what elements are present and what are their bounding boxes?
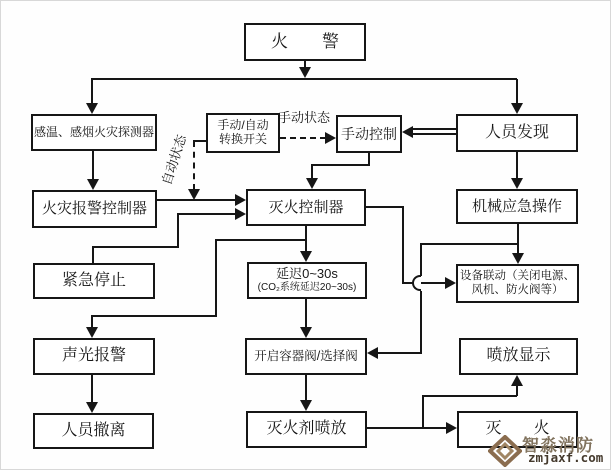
edge-ext-to-alarm-arrow (86, 327, 98, 338)
node-detector (31, 114, 157, 151)
edge-release-to-display-arrow (511, 375, 523, 386)
edge-crossover-jump (412, 275, 421, 291)
node-open-valve-label: 开启容器阀/选择阀 (254, 349, 358, 364)
edge-stop-to-ext-seg1 (92, 246, 94, 264)
edge-detector-to-controller (92, 151, 94, 181)
edge-controller-to-extcontroller-arrow (235, 194, 246, 206)
node-evacuation-label: 人员撤离 (61, 421, 126, 439)
edge-mech-to-linkage-arrow (512, 253, 524, 264)
edge-mech-to-linkage (517, 223, 519, 254)
edge-stop-to-ext-seg4 (177, 213, 236, 215)
edge-release-to-fireout (367, 427, 447, 429)
edge-valve-to-release (305, 375, 307, 401)
node-ext-controller (246, 189, 366, 226)
edge-ext-to-alarm-seg1 (215, 239, 306, 241)
node-delay-line1: 延迟0~30s (276, 266, 338, 282)
edge-stop-to-ext-seg3 (177, 213, 179, 248)
node-emergency-stop-label: 紧急停止 (61, 271, 126, 289)
node-manual-control (336, 115, 402, 153)
edge-mech-to-valve-seg4 (377, 352, 422, 354)
edge-mech-to-valve-seg2 (420, 243, 422, 276)
node-evacuation (33, 413, 154, 449)
edge-release-to-display-seg2 (422, 395, 517, 397)
edge-switch-manual-arrow (325, 132, 336, 144)
edge-bus-to-personnel (516, 79, 518, 105)
watermark-logo-icon (488, 435, 522, 467)
edge-personnel-to-mech-arrow (511, 178, 523, 189)
watermark-domain: zmjaxf.com (528, 450, 604, 465)
node-equipment-linkage-line1: 设备联动（关闭电源、 (460, 270, 575, 283)
edge-release-to-display-seg1 (422, 395, 424, 428)
edge-top-bus (91, 78, 517, 80)
edge-release-to-display-seg3 (516, 385, 518, 396)
edge-bus-to-detector (91, 79, 93, 105)
node-fire-extinguished-label: 灭 火 (485, 420, 550, 438)
edge-release-to-fireout-arrow (446, 422, 457, 434)
edge-bus-to-detector-arrow (86, 103, 98, 114)
node-switch (206, 113, 280, 153)
node-sound-light-alarm (33, 338, 155, 375)
node-switch-line2: 转换开关 (218, 132, 267, 146)
edge-manual-to-ext-arrow (306, 178, 318, 189)
edge-firealarm-arrow (299, 67, 311, 78)
edge-personnel-to-manual-2 (411, 133, 457, 135)
edge-mech-to-valve-arrow (367, 347, 378, 359)
edge-detector-to-controller-arrow (87, 179, 99, 190)
edge-switch-auto-stub (193, 140, 207, 142)
node-delay-line2: (CO₂系统延迟20~30s) (257, 282, 357, 294)
label-manual-state: 手动状态 (278, 110, 331, 125)
edge-bus-to-personnel-arrow (511, 103, 523, 114)
node-agent-release-label: 灭火剂喷放 (266, 420, 347, 438)
node-fire-alarm-label: 火 警 (271, 32, 339, 52)
edge-valve-to-release-arrow (300, 400, 312, 411)
edge-alarm-to-evacuation-arrow (86, 402, 98, 413)
node-fire-alarm-controller (32, 190, 157, 228)
edge-ext-to-linkage-seg2 (402, 206, 404, 284)
node-equipment-linkage-line2: 风机、防火阀等） (471, 283, 564, 296)
node-manual-control-label: 手动控制 (341, 125, 397, 142)
node-open-valve (245, 338, 367, 375)
node-ext-controller-label: 灭火控制器 (268, 198, 344, 216)
node-sound-light-alarm-label: 声光报警 (61, 347, 126, 365)
edge-ext-to-delay-arrow (300, 251, 312, 262)
label-auto-state: 自动状态 (158, 132, 190, 187)
node-mech-emergency (456, 189, 578, 224)
edge-ext-to-linkage-arrow (445, 277, 456, 289)
node-discharge-display (459, 338, 578, 375)
node-detector-label: 感温、感烟火灾探测器 (33, 124, 154, 139)
node-switch-line1: 手动/自动 (217, 118, 269, 133)
edge-delay-to-valve (305, 298, 307, 328)
edge-mech-to-valve-seg3 (420, 291, 422, 353)
edge-ext-to-linkage-seg1 (365, 206, 403, 208)
edge-switch-auto-arrow (188, 189, 200, 200)
edge-personnel-to-mech (516, 152, 518, 180)
node-discharge-display-label: 喷放显示 (486, 347, 551, 365)
edge-switch-manual-dashed (280, 137, 326, 139)
node-fire-alarm-controller-label: 火灾报警控制器 (41, 200, 147, 218)
node-mech-emergency-label: 机械应急操作 (471, 197, 562, 215)
node-fire-alarm (244, 23, 366, 61)
edge-ext-to-alarm-seg3 (91, 315, 217, 317)
edge-stop-to-ext-seg2 (92, 246, 178, 248)
edge-manual-to-ext-seg2 (311, 164, 370, 166)
edge-alarm-to-evacuation (91, 375, 93, 403)
watermark-brand: 智淼消防 (522, 436, 594, 455)
edge-mech-to-valve-seg1 (420, 243, 519, 245)
node-delay (247, 262, 367, 299)
node-personnel-found (456, 114, 578, 152)
edge-switch-auto-dashed (193, 141, 195, 190)
edge-personnel-to-manual-arrow (402, 126, 413, 138)
node-equipment-linkage (456, 264, 579, 303)
edge-delay-to-valve-arrow (300, 327, 312, 338)
edge-personnel-to-manual-1 (411, 128, 457, 130)
node-agent-release (246, 411, 367, 448)
node-emergency-stop (33, 263, 155, 299)
edge-ext-to-linkage-seg3 (402, 282, 447, 284)
edge-stop-to-ext-arrow (235, 208, 246, 220)
node-personnel-found-label: 人员发现 (484, 123, 549, 141)
edge-ext-to-alarm-seg2 (215, 239, 217, 317)
